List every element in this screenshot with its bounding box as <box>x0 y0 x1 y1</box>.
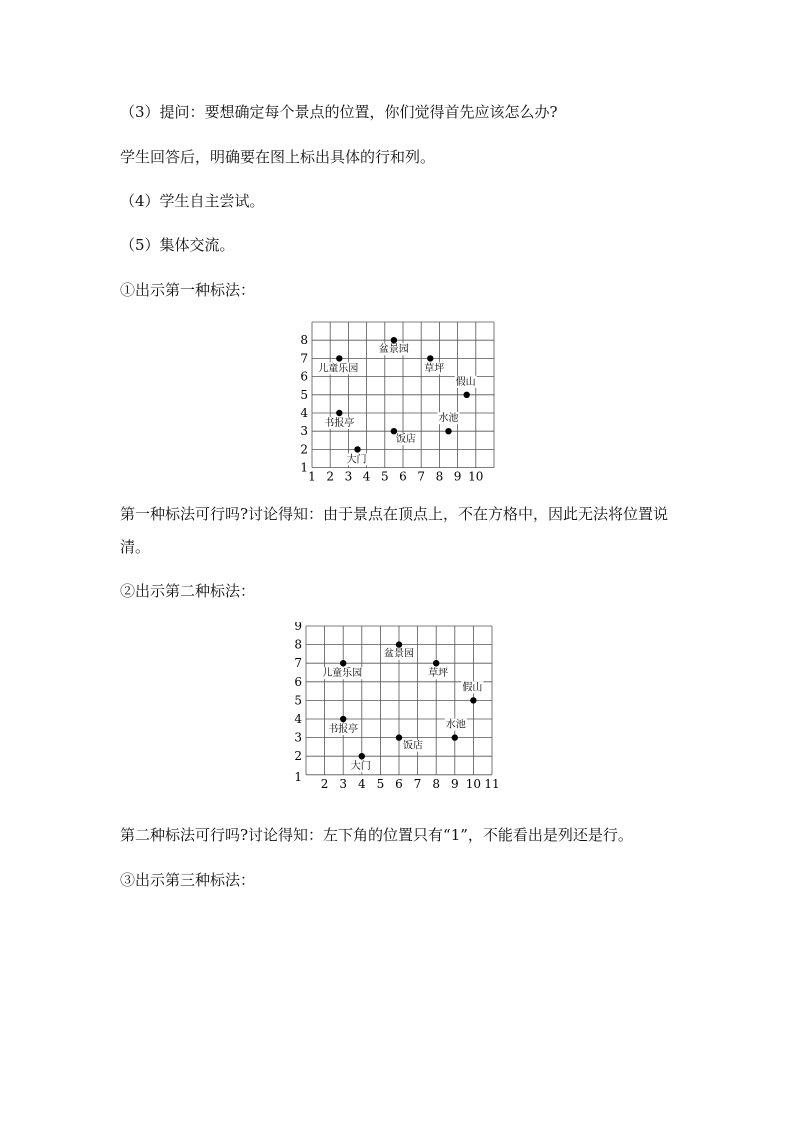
x-tick-label: 9 <box>450 776 459 791</box>
x-tick-label: 2 <box>320 776 329 791</box>
y-tick-label: 2 <box>294 749 302 764</box>
y-tick-label: 6 <box>294 674 302 689</box>
method-2-discussion: 第二种标法可行吗?讨论得知：左下角的位置只有“1”，不能看出是列还是行。 <box>120 826 633 844</box>
y-tick-label: 7 <box>300 351 308 366</box>
question-paragraph: （3）提问：要想确定每个景点的位置，你们觉得首先应该怎么办? <box>120 103 558 121</box>
map-point <box>396 734 402 740</box>
x-tick-label: 5 <box>380 469 389 484</box>
figure-1-svg <box>296 318 506 488</box>
method-1-heading: ①出示第一种标法： <box>120 281 256 299</box>
y-tick-label: 7 <box>294 656 302 671</box>
point-label: 儿童乐园 <box>318 363 359 375</box>
x-tick-label: 3 <box>339 776 348 791</box>
map-point <box>336 355 342 361</box>
x-tick-label: 7 <box>417 469 426 484</box>
map-point <box>340 660 346 666</box>
point-label: 假山 <box>455 376 476 388</box>
y-tick-label: 3 <box>294 730 302 745</box>
map-point <box>470 697 476 703</box>
y-tick-label: 2 <box>300 442 308 457</box>
method-2-heading: ②出示第二种标法： <box>120 582 256 600</box>
map-point <box>340 716 346 722</box>
step-5-paragraph: （5）集体交流。 <box>120 236 235 254</box>
map-point <box>433 660 439 666</box>
x-tick-label: 2 <box>326 469 335 484</box>
point-label: 水池 <box>438 413 459 425</box>
map-point <box>427 355 433 361</box>
point-label: 大门 <box>350 761 371 773</box>
corner-label: 1 <box>294 769 302 784</box>
figure-1-grid <box>296 318 506 492</box>
y-tick-label: 8 <box>294 637 302 652</box>
point-label: 饭店 <box>403 740 423 752</box>
map-point <box>464 392 470 398</box>
x-tick-label: 8 <box>432 776 441 791</box>
method-3-heading: ③出示第三种标法： <box>120 871 256 889</box>
point-label: 儿童乐园 <box>322 668 363 680</box>
x-tick-label: 6 <box>395 776 403 791</box>
point-label: 盆景园 <box>384 648 414 660</box>
map-point <box>354 446 360 452</box>
map-point <box>452 734 458 740</box>
x-tick-label: 11 <box>484 776 500 791</box>
x-tick-label: 4 <box>362 469 371 484</box>
y-tick-label: 9 <box>294 622 302 633</box>
x-tick-label: 3 <box>344 469 353 484</box>
y-tick-label: 6 <box>300 369 308 384</box>
y-tick-label: 8 <box>300 333 308 348</box>
method-1-discussion: 第一种标法可行吗?讨论得知：由于景点在顶点上，不在方格中，因此无法将位置说清。 <box>120 505 669 556</box>
y-tick-label: 5 <box>300 387 308 402</box>
figure-2-grid <box>290 622 510 808</box>
y-tick-label: 5 <box>294 693 302 708</box>
point-label: 饭店 <box>395 434 416 446</box>
y-tick-label: 4 <box>300 406 308 420</box>
point-label: 书报亭 <box>328 724 359 735</box>
x-tick-label: 8 <box>435 469 444 484</box>
x-tick-label: 7 <box>413 776 422 791</box>
map-point <box>391 428 397 434</box>
answer-paragraph: 学生回答后，明确要在图上标出具体的行和列。 <box>120 148 436 166</box>
y-tick-label: 4 <box>294 712 302 726</box>
point-label: 草坪 <box>428 668 449 680</box>
point-label: 假山 <box>462 682 483 694</box>
x-tick-label: 6 <box>399 469 407 484</box>
x-tick-label: 10 <box>465 776 482 791</box>
map-point <box>336 410 342 416</box>
x-tick-label: 10 <box>468 469 484 484</box>
point-label: 书报亭 <box>324 418 355 429</box>
map-point <box>359 753 365 759</box>
map-point <box>445 428 451 434</box>
point-label: 草坪 <box>424 363 445 375</box>
x-tick-label: 4 <box>357 776 366 791</box>
x-tick-label: 9 <box>453 469 462 484</box>
map-point <box>391 337 397 343</box>
point-label: 盆景园 <box>378 344 409 356</box>
x-tick-label: 1 <box>308 469 316 484</box>
y-tick-label: 3 <box>300 424 308 439</box>
step-4-paragraph: （4）学生自主尝试。 <box>120 192 265 210</box>
figure-2-svg <box>290 622 510 804</box>
map-point <box>396 641 402 647</box>
x-tick-label: 5 <box>376 776 385 791</box>
point-label: 大门 <box>346 454 367 466</box>
point-label: 水池 <box>445 719 466 731</box>
y-tick-label: 1 <box>300 460 308 475</box>
